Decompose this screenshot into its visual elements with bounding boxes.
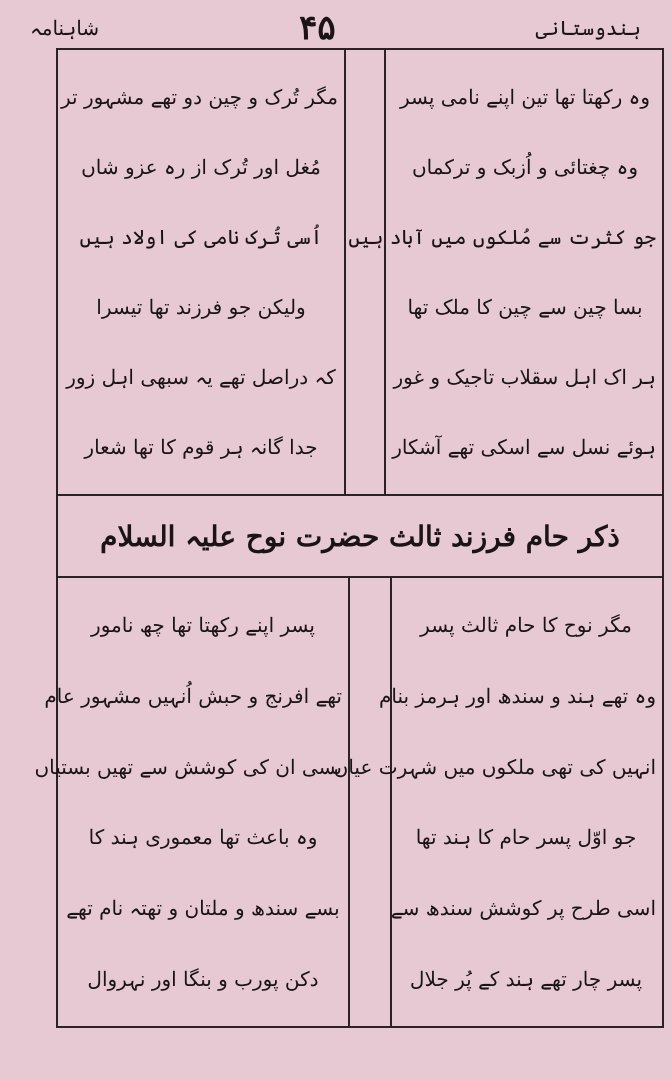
page-header	[30, 8, 641, 48]
verse-line: جدا گانہ ہر قوم کا تھا شعار	[84, 435, 318, 459]
column-divider	[348, 578, 350, 1026]
verse-line: پسر چار تھے ہند کے پُر جلال	[409, 966, 643, 991]
top-verse-block	[58, 50, 662, 494]
bottom-right-column	[333, 578, 662, 1026]
top-left-column	[58, 50, 344, 494]
verse-line: بسی ان کی کوشش سے تھیں بستیاں	[34, 754, 342, 779]
verse-line: دکن پورب و بنگا اور نہروال	[87, 966, 319, 991]
verse-line: اُسی تُرک نامی کی اولاد ہیں	[79, 225, 323, 249]
verse-line: وہ تھے ہند و سندھ اور ہرمز بنام	[378, 683, 656, 708]
column-divider	[344, 50, 346, 494]
bottom-verse-block	[34, 578, 662, 1026]
verse-line: ہر اک اہل سقلاب تاجیک و غور	[393, 365, 656, 389]
verse-line: ہوئے نسل سے اسکی تھے آشکار	[392, 435, 656, 459]
verse-line: تھے افرنج و حبش اُنہیں مشہور عام	[44, 683, 342, 708]
verse-line: مگر نوح کا حام ثالث پسر	[420, 613, 632, 638]
running-title-left: شاہنامہ	[30, 16, 100, 40]
verse-line: کہ دراصل تھے یہ سبھی اہل زور	[66, 365, 336, 389]
verse-line: ولیکن جو فرزند تھا تیسرا	[96, 295, 306, 319]
verse-line: وہ چغتائی و اُزبک و ترکماں	[411, 155, 638, 179]
verse-line: وہ رکھتا تھا تین اپنے نامی پسر	[399, 85, 651, 109]
page-number: ۴۵	[299, 8, 336, 48]
verse-line: مگر تُرک و چین دو تھے مشہور تر	[60, 85, 338, 109]
verse-line: اسی طرح پر کوشش سندھ سے	[390, 895, 656, 920]
bottom-left-column	[34, 578, 348, 1026]
verse-line: بسے سندھ و ملتان و تھتہ نام تھے	[66, 895, 340, 920]
verse-line: انہیں کی تھی ملکوں میں شہرت عیاں	[333, 754, 656, 779]
verse-line: بسا چین سے چین کا ملک تھا	[407, 295, 643, 319]
verse-line: جو کثرت سے مُلکوں میں آباد ہیں	[348, 225, 656, 249]
section-heading: ذکر حام فرزند ثالث حضرت نوح علیہ السلام	[58, 494, 662, 578]
verse-line: جو اوّل پسر حام کا ہند تھا	[415, 825, 637, 850]
column-divider	[384, 50, 386, 494]
verse-frame	[34, 48, 664, 1028]
verse-line: پسر اپنے رکھتا تھا چھ نامور	[91, 613, 315, 638]
verse-line: مُغل اور تُرک از رہ عزو شاں	[81, 155, 321, 179]
verse-line: وہ باعث تھا معموری ہند کا	[88, 825, 318, 850]
top-right-column	[348, 50, 662, 494]
running-title-right: ہندوستانی	[535, 16, 641, 40]
